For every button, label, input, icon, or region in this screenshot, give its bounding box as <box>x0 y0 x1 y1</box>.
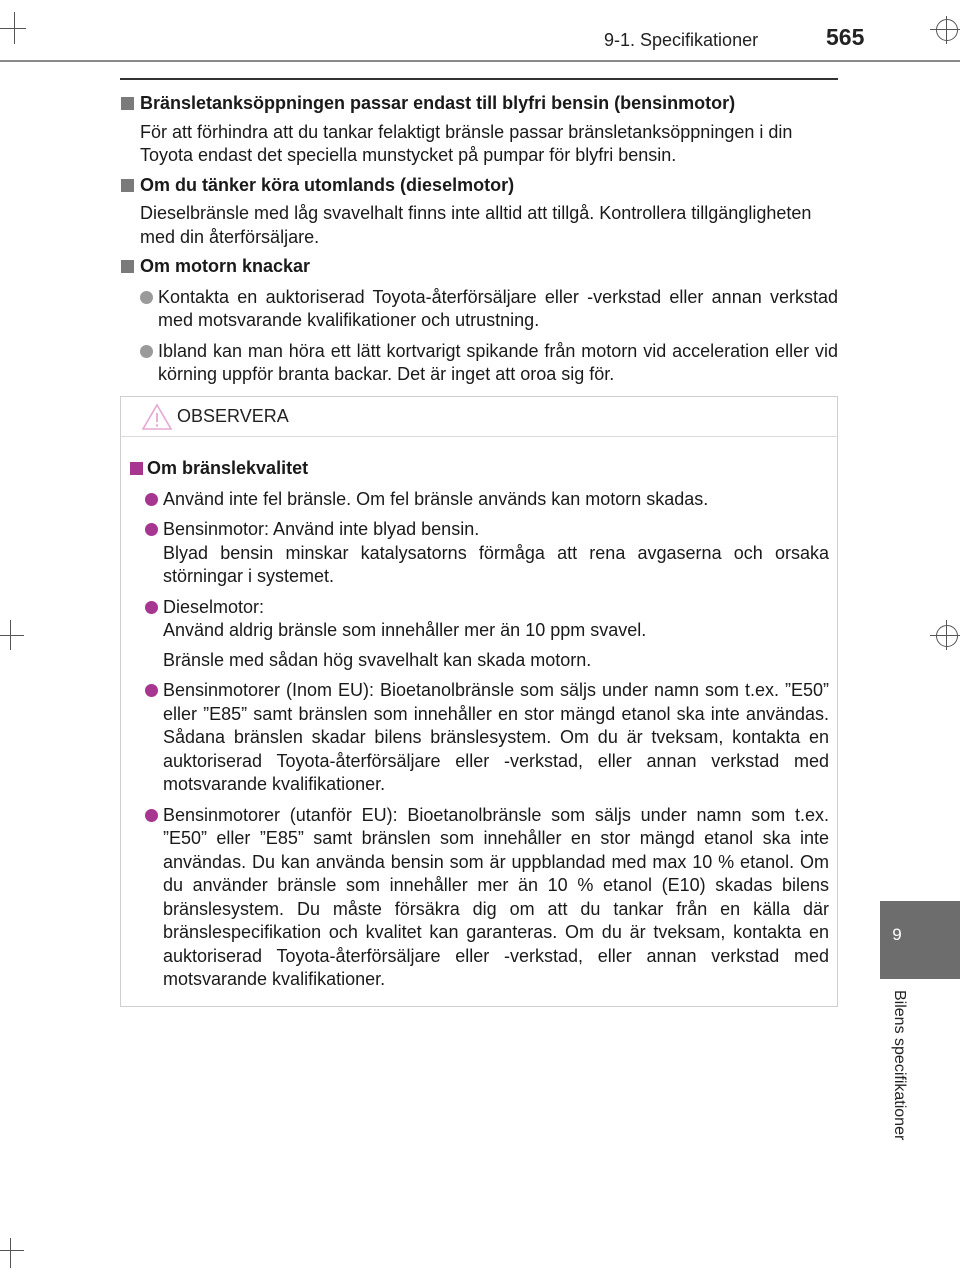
round-bullet-icon <box>140 291 153 304</box>
notice-header <box>121 397 837 437</box>
notice-body <box>121 437 837 992</box>
round-bullet-icon <box>145 493 158 506</box>
notice-label: OBSERVERA <box>177 406 289 426</box>
content-top-rule <box>120 78 838 80</box>
list-item: Bensinmotorer (utanför EU): Bioetanolbränsle som säljs under namn som t.ex. ”E50” eller ”E85” samt bränslen som innehåller en stor mängd etanol ska inte användas. Du kan använda bensin som är uppblandad med max 10 % etanol. Om du använder bränsle som innehåller mer än 10 % etanol (E10) skadas bilens bränslesystem. Du måste försäkra dig om att du tankar från en källa där bränslespecifikation och kvalitet kan garanteras. Om du är tveksam, kontakta en auktoriserad Toyota-återförsäljare eller -verkstad, eller annan verkstad med motsvarande kvalifikationer. <box>129 804 829 992</box>
list-item: Dieselmotor: Använd aldrig bränsle som innehåller mer än 10 ppm svavel. <box>129 596 829 643</box>
round-bullet-icon <box>145 684 158 697</box>
notice-box <box>120 396 838 1007</box>
chapter-tab <box>880 901 960 979</box>
list-item: Kontakta en auktoriserad Toyota-återförsäljare eller -verkstad eller annan verkstad med motsvarande kvalifikationer och utrustning. <box>120 286 838 333</box>
square-bullet-icon <box>130 462 143 475</box>
round-bullet-icon <box>145 601 158 614</box>
section-heading: Om du tänker köra utomlands (dieselmotor) <box>120 174 838 198</box>
section-paragraph: För att förhindra att du tankar felaktigt bränsle passar bränsletanksöppningen i din Toyota endast det speciella munstycket på pumpar för blyfri bensin. <box>140 121 793 165</box>
square-bullet-icon <box>121 260 134 273</box>
chapter-number: 9 <box>892 925 902 944</box>
list-item-continuation: Bränsle med sådan hög svavelhalt kan skada motorn. <box>163 649 592 670</box>
chapter-label: Bilens specifikationer <box>891 990 908 1141</box>
round-bullet-icon <box>145 809 158 822</box>
list-item: Använd inte fel bränsle. Om fel bränsle används kan motorn skadas. <box>129 488 829 512</box>
list-item: Bensinmotorer (Inom EU): Bioetanolbränsle som säljs under namn som t.ex. ”E50” eller ”E85” samt bränslen som innehåller en stor mängd etanol ska inte användas. Sådana bränslen skadar bilens bränslesystem. Om du är tveksam, kontakta en auktoriserad Toyota-återförsäljare eller -verkstad, eller annan verkstad med motsvarande kvalifikationer. <box>129 679 829 797</box>
list-item: Ibland kan man höra ett lätt kortvarigt spikande från motorn vid acceleration eller vid körning uppför branta backar. Det är inget att oroa sig för. <box>120 340 838 387</box>
notice-heading: Om bränslekvalitet <box>129 457 829 481</box>
page-number: 565 <box>826 24 865 50</box>
section-title: 9-1. Specifikationer <box>604 30 759 50</box>
section-heading: Om motorn knackar <box>120 255 838 279</box>
round-bullet-icon <box>140 345 153 358</box>
main-content <box>120 88 838 387</box>
square-bullet-icon <box>121 179 134 192</box>
header-rule <box>0 60 960 62</box>
round-bullet-icon <box>145 523 158 536</box>
square-bullet-icon <box>121 97 134 110</box>
section-paragraph: Dieselbränsle med låg svavelhalt finns inte alltid att tillgå. Kontrollera tillgängligheten med din återförsäljare. <box>140 203 812 247</box>
section-heading: Bränsletanksöppningen passar endast till blyfri bensin (bensinmotor) <box>120 92 838 116</box>
list-item: Bensinmotor: Använd inte blyad bensin. Blyad bensin minskar katalysatorns förmåga att rena avgaserna och orsaka störningar i systemet. <box>129 518 829 589</box>
warning-triangle-icon <box>141 403 173 431</box>
